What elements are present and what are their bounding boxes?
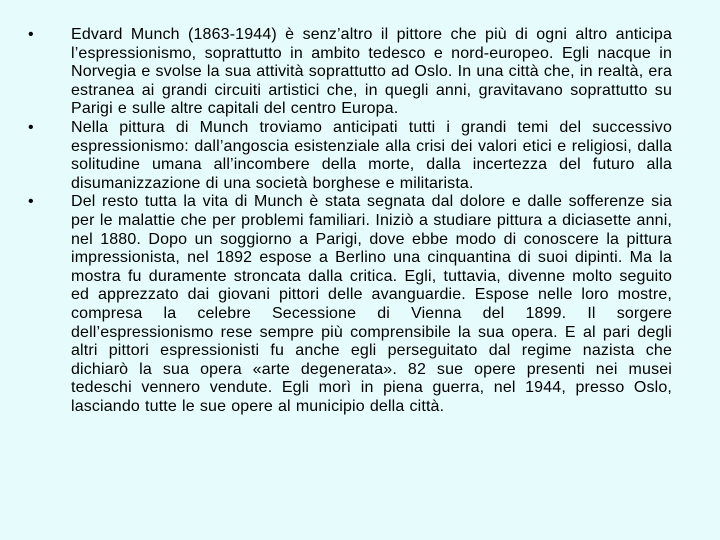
paragraph-text: Del resto tutta la vita di Munch è stata segnata dal dolore e dalle sofferenze sia per le malattie che per problemi familiari. Iniziò a studiare pittura a diciasette anni, nel 1880. Dopo un soggiorno a Parigi, dove ebbe modo di conoscere la pittura impressionista, nel 1892 espose a Berlino una cinquantina di suoi dipinti. Ma la mostra fu duramente stroncata dalla critica. Egli, tuttavia, divenne molto seguito ed apprezzato dai giovani pittori delle avanguardie. Espose nelle loro mostre, compresa la celebre Secessione di Vienna del 1899. Il sorgere dell’espressionismo rese sempre più comprensibile la sua opera. E al pari degli altri pittori espressionisti fu anche egli perseguitato dal regime nazista che dichiarò la sua opera «arte degenerata». 82 sue opere presenti nei musei tedeschi vennero vendute. Egli morì in piena guerra, nel 1944, presso Oslo, lasciando tutte le sue opere al municipio della città. xyxy=(71,193,672,415)
list-item xyxy=(22,119,672,193)
paragraph-text: Nella pittura di Munch troviamo anticipati tutti i grandi temi del successivo espressionismo: dall’angoscia esistenziale alla crisi dei valori etici e religiosi, dalla solitudine umana all’incombere della morte, dalla incertezza del futuro alla disumanizzazione di una società borghese e militarista. xyxy=(71,118,672,192)
list-item xyxy=(22,193,672,416)
bullet-list xyxy=(22,26,672,416)
bullet-icon: • xyxy=(28,26,34,43)
list-item xyxy=(22,26,672,119)
bullet-icon: • xyxy=(28,118,34,136)
bullet-icon: • xyxy=(28,193,34,211)
paragraph-text: Edvard Munch (1863-1944) è senz’altro il pittore che più di ogni altro anticipa l’espressionismo, soprattutto in ambito tedesco e nord-europeo. Egli nacque in Norvegia e svolse la sua attività soprattutto ad Oslo. In una città che, in realtà, era estranea ai grandi circuiti artistici che, in quegli anni, gravitavano soprattutto su Parigi e sulle altre capitali del centro Europa. xyxy=(71,26,672,118)
